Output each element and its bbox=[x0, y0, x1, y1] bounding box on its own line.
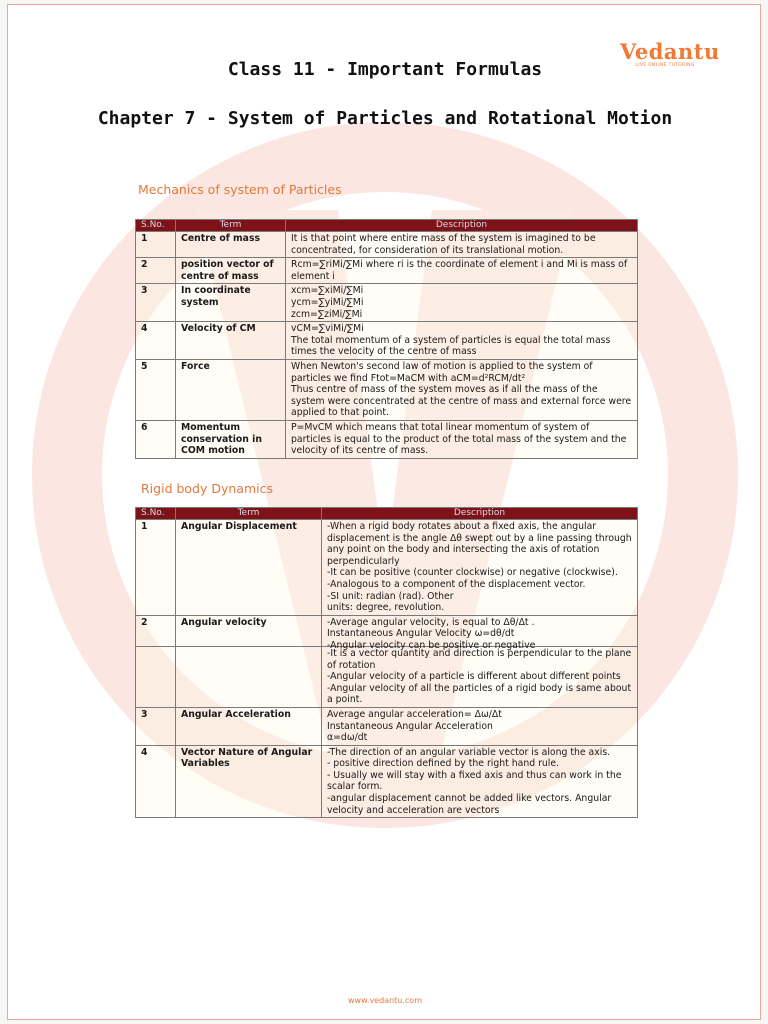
description-line: -The direction of an angular variable vector is along the axis. bbox=[327, 746, 611, 758]
description-line: -Angular velocity of all the particles of a rigid body is same about a point. bbox=[327, 682, 632, 706]
description-line: When Newton's second law of motion is applied to the system of particles we find Ftot=MaCM with aCM=d²RCM/dt² bbox=[291, 360, 593, 384]
description-line: -angular displacement cannot be added like vectors. Angular velocity and acceleration are vectors bbox=[327, 793, 612, 816]
row-term: Angular Acceleration bbox=[176, 707, 322, 745]
row-sno: 3 bbox=[136, 284, 176, 322]
description-line: -It is a vector quantity and direction is perpendicular to the plane of rotation bbox=[327, 647, 632, 671]
row-description bbox=[322, 520, 638, 616]
table-header-row bbox=[136, 220, 638, 232]
table-row bbox=[136, 420, 638, 458]
row-sno bbox=[136, 646, 176, 707]
section-heading-particles: Mechanics of system of Particles bbox=[138, 182, 342, 197]
row-sno: 2 bbox=[136, 615, 176, 646]
footer-url[interactable]: www.vedantu.com bbox=[348, 996, 422, 1005]
row-term: position vector of centre of mass bbox=[176, 258, 286, 284]
row-sno: 4 bbox=[136, 745, 176, 818]
header-sno: S.No. bbox=[136, 220, 176, 232]
row-term: Centre of mass bbox=[176, 232, 286, 258]
description-line: -Analogous to a component of the displacement vector. bbox=[327, 578, 586, 590]
description-line: xcm=∑xiMi/∑Mi bbox=[291, 285, 364, 297]
header-term: Term bbox=[176, 508, 322, 520]
row-description bbox=[322, 707, 638, 745]
row-term: Force bbox=[176, 359, 286, 420]
row-sno: 5 bbox=[136, 359, 176, 420]
table-row bbox=[136, 615, 638, 646]
row-sno: 1 bbox=[136, 232, 176, 258]
header-term: Term bbox=[176, 220, 286, 232]
header-description: Description bbox=[322, 508, 638, 520]
table-row bbox=[136, 646, 638, 707]
section-heading-rigid-body: Rigid body Dynamics bbox=[141, 481, 274, 496]
header-description: Description bbox=[286, 220, 638, 232]
description-line: It is that point where entire mass of the system is imagined to be concentrated, for consideration of its translational motion. bbox=[291, 233, 596, 256]
row-description bbox=[322, 745, 638, 818]
page-title: Class 11 - Important Formulas bbox=[227, 59, 543, 80]
table-row bbox=[136, 520, 638, 616]
description-line: vCM=∑viMi/∑Mi bbox=[291, 323, 364, 335]
table-row bbox=[136, 284, 638, 322]
row-term: Velocity of CM bbox=[176, 322, 286, 360]
row-description bbox=[286, 284, 638, 322]
row-term bbox=[176, 646, 322, 707]
row-term: Angular velocity bbox=[176, 615, 322, 646]
table-row bbox=[136, 707, 638, 745]
description-line: - positive direction defined by the right hand rule. bbox=[327, 758, 560, 770]
description-line: -Average angular velocity, is equal to Δθ/Δt . bbox=[327, 616, 535, 628]
row-description bbox=[286, 420, 638, 458]
particles-table bbox=[135, 219, 638, 459]
logo-tagline: LIVE ONLINE TUTORING bbox=[635, 63, 695, 68]
chapter-title: Chapter 7 - System of Particles and Rotational Motion bbox=[97, 108, 673, 129]
description-line: ycm=∑yiMi/∑Mi bbox=[291, 296, 364, 308]
row-sno: 6 bbox=[136, 420, 176, 458]
description-line: Instantaneous Angular Acceleration bbox=[327, 720, 493, 732]
row-term: Vector Nature of Angular Variables bbox=[176, 745, 322, 818]
table-row bbox=[136, 232, 638, 258]
description-line: zcm=∑ziMi/∑Mi bbox=[291, 308, 363, 320]
document-page bbox=[7, 4, 761, 1020]
row-description bbox=[286, 258, 638, 284]
header-sno: S.No. bbox=[136, 508, 176, 520]
table-row bbox=[136, 359, 638, 420]
row-sno: 4 bbox=[136, 322, 176, 360]
logo-wordmark: Vedantu bbox=[620, 39, 720, 64]
description-line: -Angular velocity of a particle is different about different points bbox=[327, 671, 621, 683]
row-description bbox=[322, 646, 638, 707]
description-line: Thus centre of mass of the system moves as if all the mass of the system were concentrated at the centre of mass and external force were applied to that point. bbox=[291, 384, 632, 419]
description-line: - Usually we will stay with a fixed axis and thus can work in the scalar form. bbox=[327, 769, 622, 793]
description-line: -It can be positive (counter clockwise) or negative (clockwise). bbox=[327, 567, 618, 579]
row-term: Angular Displacement bbox=[176, 520, 322, 616]
row-sno: 1 bbox=[136, 520, 176, 616]
row-term: In coordinate system bbox=[176, 284, 286, 322]
row-sno: 3 bbox=[136, 707, 176, 745]
table-header-row bbox=[136, 508, 638, 520]
row-sno: 2 bbox=[136, 258, 176, 284]
table-row bbox=[136, 322, 638, 360]
row-term: Momentum conservation in COM motion bbox=[176, 420, 286, 458]
table-row bbox=[136, 745, 638, 818]
row-description bbox=[286, 322, 638, 360]
description-line: The total momentum of a system of particles is equal the total mass times the velocity of the centre of mass bbox=[291, 334, 611, 358]
description-line: Average angular acceleration= Δω/Δt bbox=[327, 708, 502, 720]
row-description bbox=[286, 232, 638, 258]
description-line: -When a rigid body rotates about a fixed axis, the angular displacement is the angle Δθ swept out by a line passing through any point on the body and intersecting the axis of rotation perpendicularly bbox=[327, 521, 632, 567]
description-line: units: degree, revolution. bbox=[327, 602, 445, 614]
description-line: -Angular velocity can be positive or negative bbox=[327, 639, 536, 651]
row-description bbox=[322, 615, 638, 651]
description-line: Rcm=∑riMi/∑Mi where ri is the coordinate of element i and Mi is mass of element i bbox=[291, 259, 628, 282]
description-line: Instantaneous Angular Velocity ω=dθ/dt bbox=[327, 628, 515, 640]
rigid-body-table bbox=[135, 507, 638, 818]
row-description bbox=[286, 359, 638, 420]
description-line: α=dω/dt bbox=[327, 732, 368, 744]
table-row bbox=[136, 258, 638, 284]
description-line: -SI unit: radian (rad). Other bbox=[327, 590, 454, 602]
description-line: P=MvCM which means that total linear momentum of system of particles is equal to the product of the total mass of the system and the velocity of its centre of mass. bbox=[291, 421, 627, 457]
